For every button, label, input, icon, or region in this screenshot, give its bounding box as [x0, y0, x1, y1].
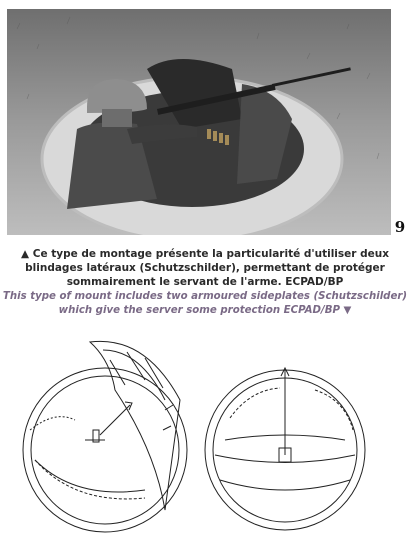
top-view-mount-drawing [205, 368, 365, 530]
caption-french [0, 247, 410, 289]
side-view-mount-drawing [23, 341, 187, 532]
up-triangle-icon: ▲ [21, 248, 30, 260]
caption-french-line-3: sommairement le servant de l'arme. ECPAD/BP [66, 276, 344, 288]
caption-english [0, 290, 410, 318]
soldier-photo [7, 9, 391, 235]
caption-french-line-1: ▲ Ce type de montage présente la particularité d'utiliser deux [21, 248, 389, 260]
page-number: 9 [394, 218, 406, 236]
caption-english-line-1: This type of mount includes two armoured sideplates (Schutzschilder) [2, 291, 408, 302]
down-triangle-icon: ▼ [343, 305, 352, 316]
caption-english-line-2: which give the server some protection ECPAD/BP ▼ [58, 305, 352, 316]
technical-drawing [15, 330, 395, 556]
caption-french-line-2: blindages latéraux (Schutzschilder), permettant de protéger [25, 262, 385, 274]
